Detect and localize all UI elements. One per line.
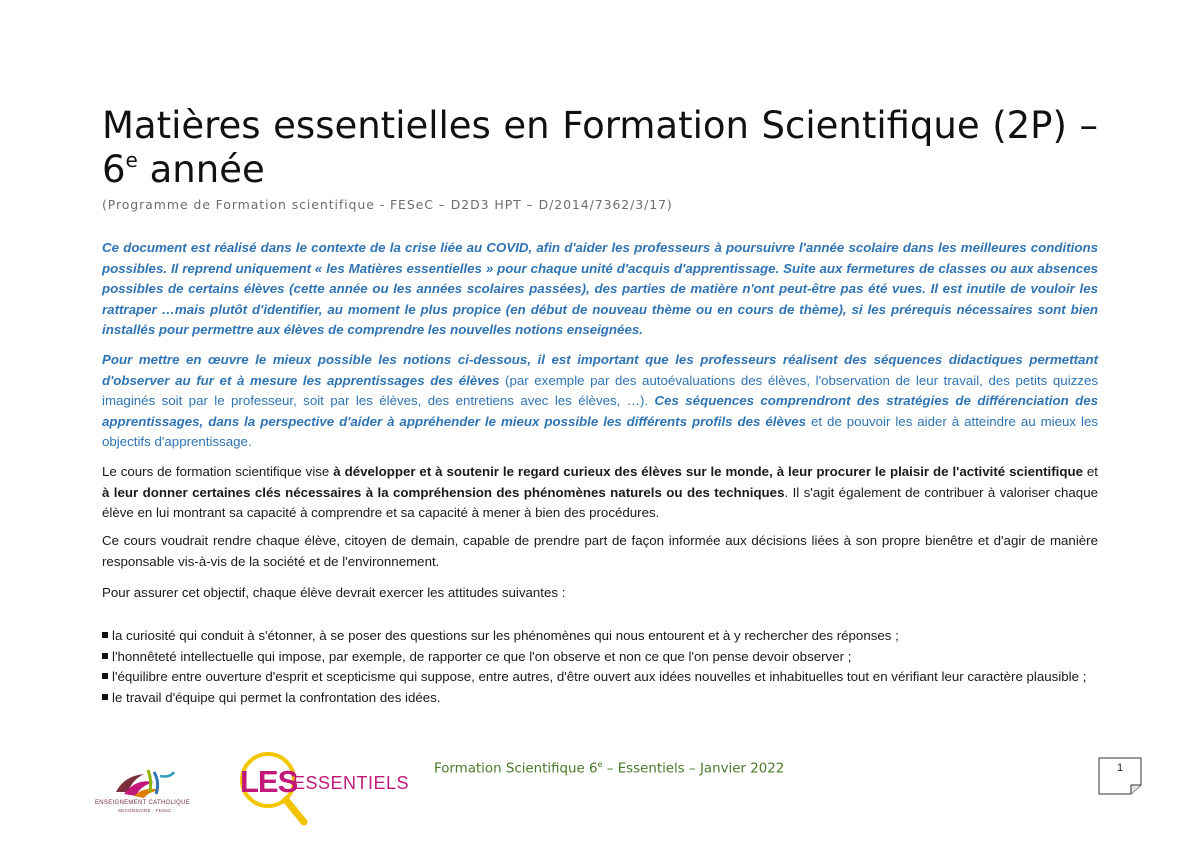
title-end: année	[137, 148, 265, 191]
essentiels-logo-word: ESSENTIELS	[293, 773, 410, 793]
les-logo-word: LES	[240, 764, 298, 799]
intro-paragraph: Ce document est réalisé dans le contexte de la crise liée au COVID, afin d'aider les professeurs à poursuivre l'année scolaire dans les meilleures conditions possibles. Il reprend uniquement « les Matières essentielles » pour chaque unité d'acquis d'apprentissage. Suite aux fermetures de classes ou aux absences possibles de certains élèves (cette année ou les années scolaires passées), des parties de matière n'ont peut-être pas été vues. Il est inutile de vouloir les rattraper …mais plutôt d'identifier, au moment le plus propice (en début de nouveau thème ou en cours de thème), si les prérequis nécessaires sont bien installés pour permettre aux élèves de comprendre les nouvelles notions enseignées.	[102, 240, 1098, 338]
course-goal-paragraph	[102, 462, 1098, 524]
attitudes-intro: Pour assurer cet objectif, chaque élève devrait exercer les attitudes suivantes :	[102, 585, 566, 600]
list-item: la curiosité qui conduit à s'étonner, à se poser des questions sur les phénomènes qui nous entourent et à y rechercher des réponses ;	[102, 626, 1098, 647]
citizen-paragraph: Ce cours voudrait rendre chaque élève, citoyen de demain, capable de prendre part de façon informée aux décisions liées à son propre bienêtre et d'agir de manière responsable vis-à-vis de la société et de l'environnement.	[102, 533, 1098, 569]
para3-text-1: Le cours de formation scientifique vise	[102, 464, 334, 479]
para2-emphasis-1: Pour mettre en œuvre le mieux possible les notions ci-dessous, il est important que les professeurs réalisent des séquences didactiques permettant d'observer au fur et à mesure les apprentissages des élèves	[102, 352, 1098, 388]
bullet-square-icon	[102, 694, 108, 700]
bullet-square-icon	[102, 653, 108, 659]
bullet-square-icon	[102, 673, 108, 679]
para3-text-3: . Il s'agit également de contribuer à valoriser chaque élève en lui montrant sa capacité à comprendre et sa capacité à mener à bien des procédures.	[102, 484, 1098, 521]
ec-logo-subtext: SECONDAIRE · FESeC	[118, 808, 172, 813]
page-title	[102, 104, 1098, 192]
para3-bold-2: à leur donner certaines clés nécessaires à la compréhension des phénomènes naturels ou des techniques	[102, 484, 785, 500]
attitudes-list	[102, 626, 1098, 708]
title-text: Matières essentielles en Formation Scientifique (2P) – 6	[102, 104, 1098, 191]
para2-emphasis-2: Ces séquences comprendront des stratégies de différenciation des apprentissages, dans la perspective d'aider à appréhender le mieux possible les différents profils des élèves	[102, 393, 1098, 429]
didactic-paragraph	[102, 350, 1098, 453]
ec-logo-text: ENSEIGNEMENT CATHOLIQUE	[95, 800, 191, 806]
para2-text-2: et de pouvoir les aider à atteindre au mieux les objectifs d'apprentissage.	[102, 413, 1098, 450]
enseignement-catholique-logo-icon	[94, 762, 196, 814]
list-item: le travail d'équipe qui permet la confrontation des idées.	[102, 688, 1098, 709]
para3-bold-1: à développer et à soutenir le regard curieux des élèves sur le monde, à leur procurer le plaisir de l'activité scientifique	[333, 464, 1083, 479]
page-footer: Formation Scientifique 6e – Essentiels – Janvier 2022	[434, 760, 785, 777]
page-number: 1	[1117, 762, 1124, 774]
para2-text-1: (par exemple par des autoévaluations des élèves, l'observation de leur travail, des petits quizzes imaginés soit par le professeur, soit par les élèves, des entretiens avec les élèves, …).	[102, 372, 1099, 409]
program-reference: (Programme de Formation scientifique - FESeC – D2D3 HPT – D/2014/7362/3/17)	[102, 197, 673, 212]
bullet-square-icon	[102, 632, 108, 638]
list-item: l'équilibre entre ouverture d'esprit et scepticisme qui suppose, entre autres, d'être ouvert aux idées nouvelles et inhabituelles tout en vérifiant leur caractère plausible ;	[102, 667, 1098, 688]
list-item: l'honnêteté intellectuelle qui impose, par exemple, de rapporter ce que l'on observe et non ce que l'on pense devoir observer ;	[102, 647, 1098, 668]
title-superscript: e	[125, 148, 138, 172]
para3-text-2: et	[1082, 464, 1098, 479]
